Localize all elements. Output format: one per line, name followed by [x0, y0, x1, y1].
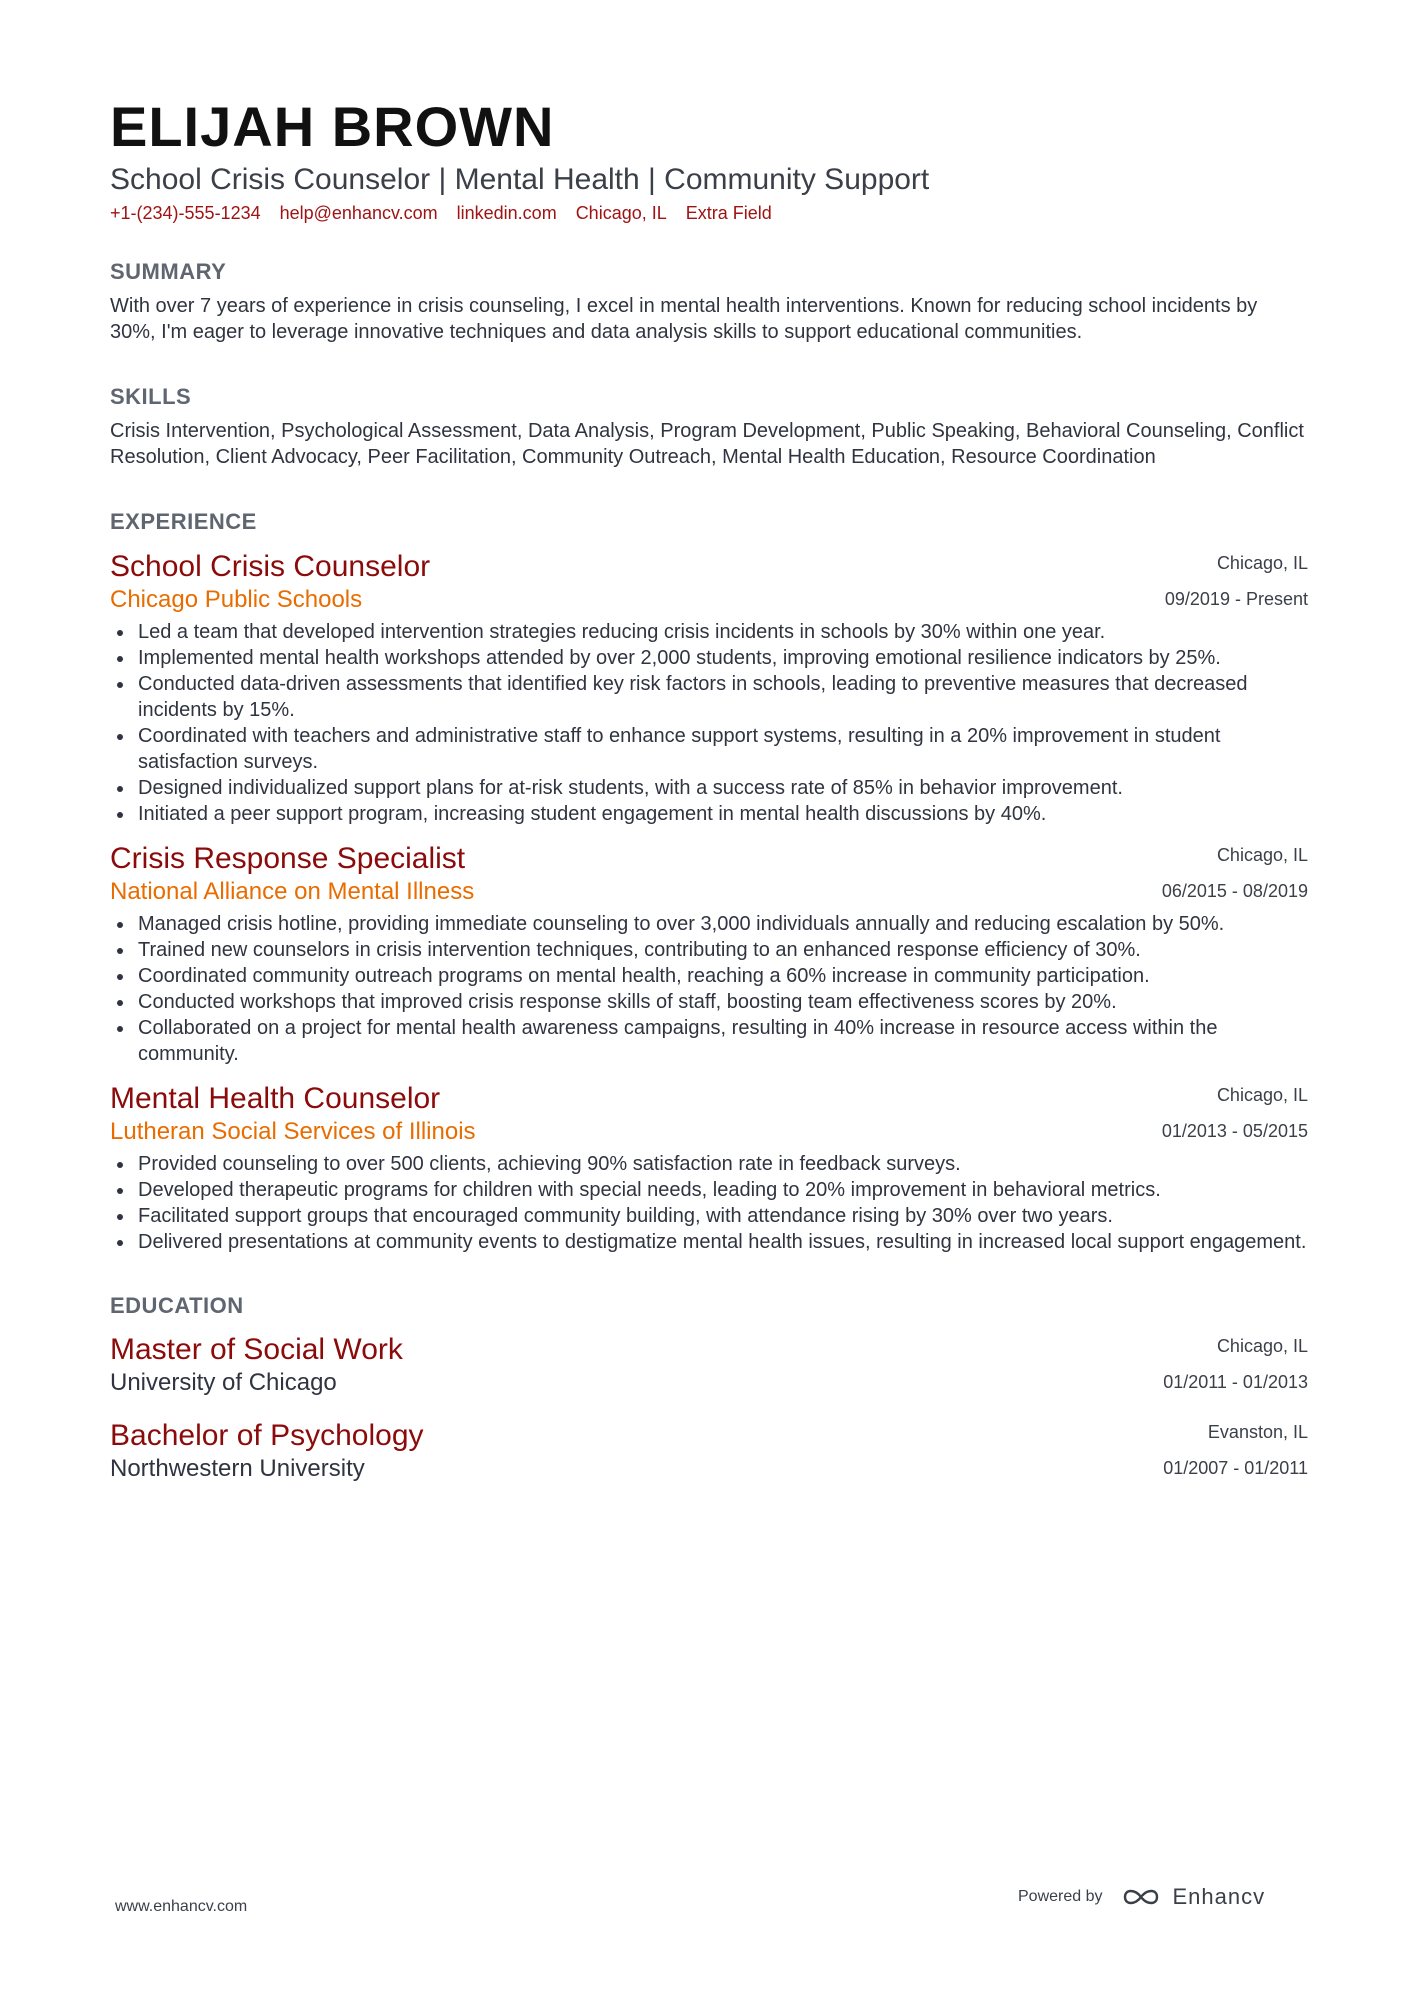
resume-header — [110, 92, 1308, 226]
bullet-item: Designed individualized support plans for at-risk students, with a success rate of 85% in behavior improvement. — [110, 775, 1308, 801]
experience-section — [110, 508, 1308, 1255]
bullet-item: Implemented mental health workshops attended by over 2,000 students, improving emotional resilience indicators by 25%. — [110, 645, 1308, 671]
skills-text: Crisis Intervention, Psychological Assessment, Data Analysis, Program Development, Public Speaking, Behavioral Counseling, Conflict Resolution, Client Advocacy, Peer Facilitation, Community Outreach, Mental Health Education, Resource Coordination — [110, 420, 1304, 468]
entry-heading — [110, 549, 430, 615]
experience-entry — [110, 841, 1308, 1067]
powered-by-label: Powered by — [1018, 1888, 1103, 1905]
summary-section — [110, 258, 1308, 345]
degree-title: Bachelor of Psychology — [110, 1419, 424, 1452]
footer-website-link[interactable]: www.enhancv.com — [115, 1898, 248, 1915]
school-dates: 01/2011 - 01/2013 — [1163, 1372, 1308, 1392]
summary-text: With over 7 years of experience in crisis counseling, I excel in mental health interventions. Known for reducing school incidents by 30%, I'm eager to leverage innovative techniques and data analysis skills to support educational communities. — [110, 295, 1258, 343]
job-title: School Crisis Counselor — [110, 550, 431, 583]
contact-phone[interactable]: +1-(234)-555-1234 — [110, 203, 261, 223]
resume-page — [110, 92, 1308, 1484]
entry-heading — [110, 1081, 476, 1147]
education-entry — [110, 1332, 1308, 1398]
entry-meta — [1163, 1418, 1308, 1480]
job-location: Chicago, IL — [1216, 1085, 1308, 1105]
enhancv-logo-icon — [1117, 1884, 1165, 1910]
bullet-item: Coordinated community outreach programs on mental health, reaching a 60% increase in community participation. — [110, 963, 1308, 989]
entry-heading — [110, 841, 474, 907]
job-location: Chicago, IL — [1216, 553, 1308, 573]
job-bullets — [110, 1151, 1308, 1255]
skills-section — [110, 383, 1308, 470]
bullet-item: Developed therapeutic programs for children with special needs, leading to 20% improvement in behavioral metrics. — [110, 1177, 1308, 1203]
bullet-item: Trained new counselors in crisis intervention techniques, contributing to an enhanced response efficiency of 30%. — [110, 937, 1308, 963]
section-title-summary: SUMMARY — [110, 259, 227, 284]
entry-header — [110, 1081, 1308, 1147]
section-title-skills: SKILLS — [110, 384, 192, 409]
bullet-item: Collaborated on a project for mental health awareness campaigns, resulting in 40% increase in resource access within the community. — [110, 1015, 1308, 1067]
entry-heading — [110, 1332, 403, 1398]
bullet-item: Coordinated with teachers and administrative staff to enhance support systems, resulting in a 20% improvement in student satisfaction surveys. — [110, 723, 1308, 775]
bullet-item: Led a team that developed intervention strategies reducing crisis incidents in schools by 30% within one year. — [110, 619, 1308, 645]
job-title: Mental Health Counselor — [110, 1082, 441, 1115]
company-name: Chicago Public Schools — [110, 586, 363, 613]
school-location: Evanston, IL — [1207, 1422, 1308, 1442]
school-name: Northwestern University — [110, 1455, 365, 1482]
footer-powered-by[interactable] — [1018, 1884, 1265, 1910]
candidate-headline: School Crisis Counselor | Mental Health | Community Support — [110, 163, 930, 196]
bullet-item: Conducted workshops that improved crisis response skills of staff, boosting team effectiveness scores by 20%. — [110, 989, 1308, 1015]
entry-meta — [1163, 1332, 1308, 1394]
contact-location: Chicago, IL — [575, 203, 667, 223]
contact-extra-field: Extra Field — [685, 203, 772, 223]
entry-header — [110, 549, 1308, 615]
bullet-item: Delivered presentations at community events to destigmatize mental health issues, resulting in increased local support engagement. — [110, 1229, 1308, 1255]
bullet-item: Conducted data-driven assessments that identified key risk factors in schools, leading to preventive measures that decreased incidents by 15%. — [110, 671, 1308, 723]
section-title-education: EDUCATION — [110, 1293, 244, 1318]
contact-linkedin[interactable]: linkedin.com — [456, 203, 557, 223]
job-dates: 06/2015 - 08/2019 — [1161, 881, 1308, 901]
job-title: Crisis Response Specialist — [110, 842, 466, 875]
experience-entry — [110, 549, 1308, 827]
enhancv-brand-name: Enhancv — [1172, 1884, 1266, 1909]
company-name: National Alliance on Mental Illness — [110, 878, 475, 905]
experience-entry — [110, 1081, 1308, 1255]
contact-email[interactable]: help@enhancv.com — [279, 203, 438, 223]
school-name: University of Chicago — [110, 1369, 337, 1396]
school-dates: 01/2007 - 01/2011 — [1163, 1458, 1308, 1478]
education-entry — [110, 1418, 1308, 1484]
entry-meta — [1162, 1081, 1308, 1143]
entry-header — [110, 1332, 1308, 1398]
entry-header — [110, 841, 1308, 907]
entry-header — [110, 1418, 1308, 1484]
enhancv-brand[interactable] — [1117, 1884, 1266, 1910]
bullet-item: Provided counseling to over 500 clients, achieving 90% satisfaction rate in feedback surveys. — [110, 1151, 1308, 1177]
bullet-item: Facilitated support groups that encouraged community building, with attendance rising by 30% over two years. — [110, 1203, 1308, 1229]
entry-meta — [1165, 549, 1308, 611]
section-title-experience: EXPERIENCE — [110, 509, 257, 534]
job-bullets — [110, 911, 1308, 1067]
job-dates: 01/2013 - 05/2015 — [1161, 1121, 1308, 1141]
degree-title: Master of Social Work — [110, 1333, 403, 1366]
job-location: Chicago, IL — [1216, 845, 1308, 865]
bullet-item: Managed crisis hotline, providing immediate counseling to over 3,000 individuals annually and reducing escalation by 50%. — [110, 911, 1308, 937]
candidate-name: ELIJAH BROWN — [110, 95, 555, 158]
contact-info — [110, 200, 1308, 226]
job-dates: 09/2019 - Present — [1164, 589, 1308, 609]
entry-meta — [1162, 841, 1308, 903]
job-bullets — [110, 619, 1308, 827]
education-section — [110, 1292, 1308, 1484]
company-name: Lutheran Social Services of Illinois — [110, 1118, 476, 1145]
entry-heading — [110, 1418, 424, 1484]
school-location: Chicago, IL — [1216, 1336, 1308, 1356]
bullet-item: Initiated a peer support program, increasing student engagement in mental health discussions by 40%. — [110, 801, 1308, 827]
